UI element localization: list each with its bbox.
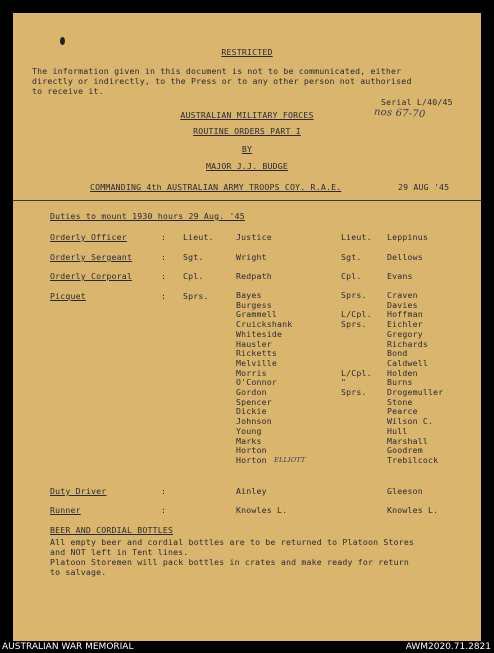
- relief-name: Dellows: [387, 252, 423, 262]
- beer-instructions: All empty beer and cordial bottles are to be returned to Platoon Stores and NOT left in Tent lines. Platoon Storemen will pack bottles in crates and make ready for return to salvage.: [50, 537, 415, 577]
- restricted-heading: RESTRICTED: [221, 47, 273, 57]
- duty-name: Redpath: [236, 271, 272, 281]
- separator-line: [13, 200, 481, 201]
- rank: Lieut.: [183, 232, 214, 242]
- picquet-label: Picquet: [50, 291, 86, 301]
- serial-handwritten-note: nos 67-70: [373, 106, 426, 121]
- relief-list: Craven Davies Hoffman Eichler Gregory Richards Bond Caldwell Holden Burns Drogemuller Stone Pearce Wilson C. Hull Marshall Goodrem Trebilcock: [387, 290, 444, 465]
- colon: :: [161, 505, 167, 515]
- rank: Sprs.: [183, 291, 209, 301]
- org-heading: AUSTRALIAN MILITARY FORCES: [180, 110, 314, 120]
- footer-bar: [0, 641, 494, 653]
- colon: :: [161, 232, 167, 242]
- orderly-corporal-label: Orderly Corporal: [50, 271, 133, 281]
- relief-name: Evans: [387, 271, 413, 281]
- beer-heading: BEER AND CORDIAL BOTTLES: [50, 525, 174, 535]
- colon: :: [161, 291, 167, 301]
- footer-accession: AWM2020.71.2821: [405, 642, 491, 652]
- duty-driver-label: Duty Driver: [50, 486, 107, 496]
- confidentiality-notice: The information given in this document is not to be communicated, either directly or indirectly, to the Press or to any other person not authorised to receive it.: [32, 66, 412, 96]
- orders-heading: ROUTINE ORDERS PART I: [193, 126, 301, 136]
- serial-number: Serial L/40/45: [381, 97, 453, 107]
- handwritten-correction: ELLIOTT: [274, 456, 306, 464]
- relief-ranks: Sprs. L/Cpl. Sprs. L/Cpl. " Sprs.: [341, 290, 372, 398]
- duties-title: Duties to mount 1930 hours 29 Aug. '45: [50, 211, 245, 221]
- commanding-heading: COMMANDING 4th AUSTRALIAN ARMY TROOPS COY. R.A.E.: [90, 182, 342, 192]
- orderly-officer-label: Orderly Officer: [50, 232, 127, 242]
- colon: :: [161, 271, 167, 281]
- duty-name: Wright: [236, 252, 267, 262]
- relief-name: Leppinus: [387, 232, 429, 242]
- rank: Sgt.: [183, 252, 204, 262]
- relief-name: Gleeson: [387, 486, 423, 496]
- by-heading: BY: [241, 144, 253, 154]
- duty-name: Justice: [236, 232, 272, 242]
- rank: Cpl.: [341, 271, 362, 281]
- relief-name: Knowles L.: [387, 505, 439, 515]
- duty-name: Knowles L.: [236, 505, 288, 515]
- rank: Cpl.: [183, 271, 204, 281]
- colon: :: [161, 252, 167, 262]
- document-page: [13, 13, 481, 641]
- major-heading: MAJOR J.J. BUDGE: [205, 161, 289, 171]
- rank: Lieut.: [341, 232, 372, 242]
- order-date: 29 AUG '45: [398, 182, 450, 192]
- runner-label: Runner: [50, 505, 81, 515]
- colon: :: [161, 486, 167, 496]
- duty-name: Ainley: [236, 486, 267, 496]
- ink-blot: [60, 37, 65, 45]
- footer-source: AUSTRALIAN WAR MEMORIAL: [2, 642, 134, 652]
- rank: Sgt.: [341, 252, 362, 262]
- picquet-list: Bayes Burgess Grammell Cruickshank Whiteside Hausler Ricketts Melville Morris O'Connor Gordon Spencer Dickie Johnson Young Marks Horton Horton: [236, 290, 293, 465]
- orderly-sergeant-label: Orderly Sergeant: [50, 252, 133, 262]
